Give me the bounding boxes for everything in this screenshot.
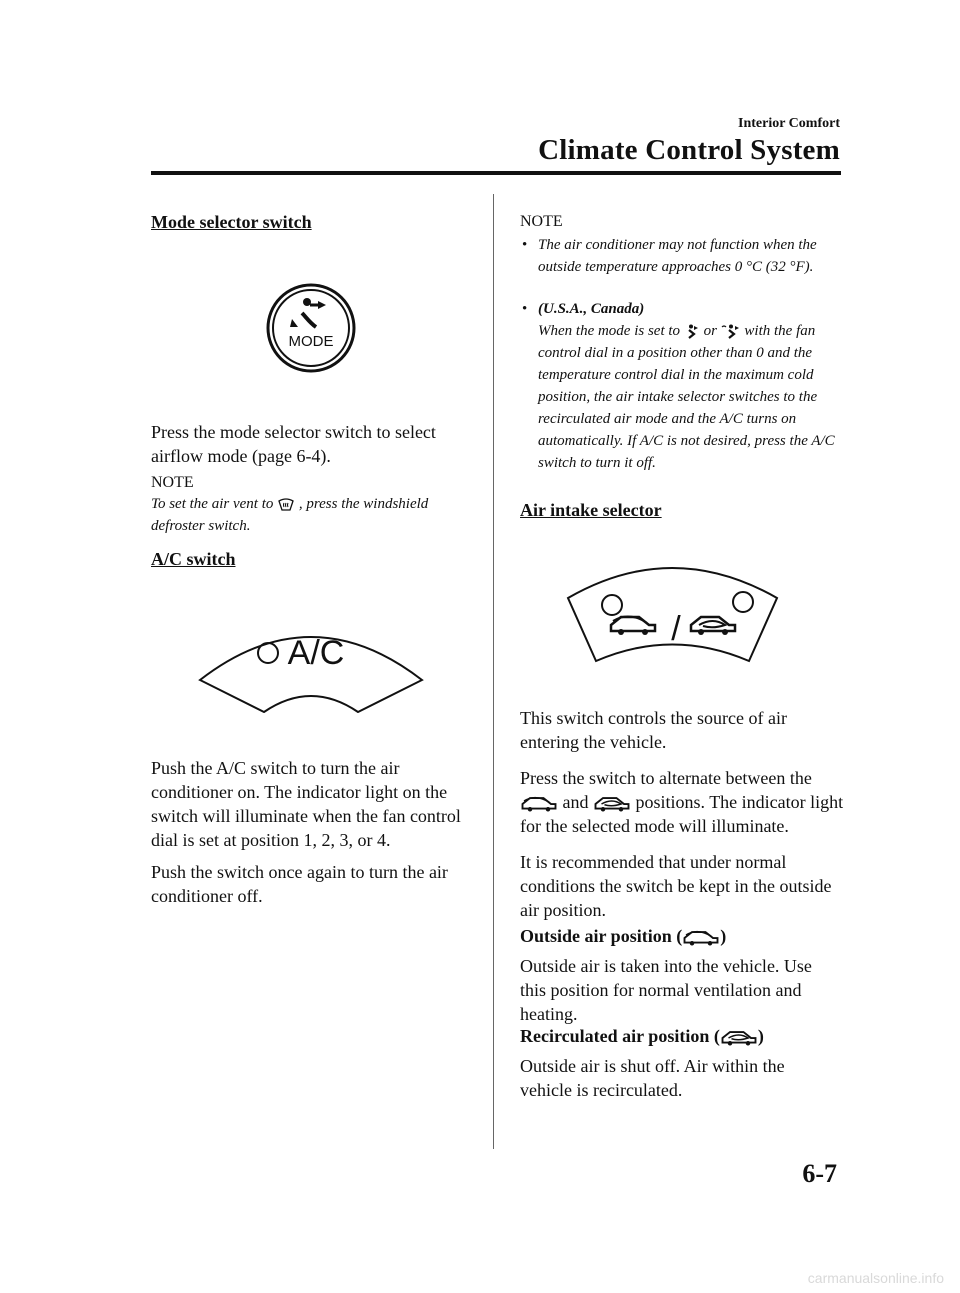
outside-air-body: Outside air is taken into the vehicle. Use this position for normal ventilation and heating. — [520, 956, 812, 1024]
floor-defrost-mode-icon — [721, 324, 741, 340]
recirc-label-after: ) — [757, 1026, 764, 1046]
intake-body-2-before: Press the switch to alternate between the — [520, 768, 812, 788]
air-intake-button-icon — [565, 558, 780, 663]
note-text-after: , press the windshield defroster switch. — [151, 496, 429, 534]
floor-vent-mode-icon — [684, 324, 700, 340]
recirculated-air-car-icon — [691, 617, 735, 635]
mode-button-label: MODE — [288, 333, 334, 350]
mode-selector-heading: Mode selector switch — [151, 212, 312, 232]
outside-air-label — [520, 924, 845, 948]
outside-label-before: Outside air position ( — [520, 926, 683, 946]
column-divider — [493, 194, 494, 1149]
recirculated-air-body: Outside air is shut off. Air within the vehicle is recirculated. — [520, 1056, 785, 1100]
outside-air-car-icon — [611, 616, 655, 635]
bullet-2-or: or — [703, 323, 717, 339]
section-label: Interior Comfort — [738, 116, 840, 131]
intake-body-1: This switch controls the source of air entering the vehicle. — [520, 708, 787, 752]
mode-note-text — [151, 493, 481, 537]
ac-body-2: Push the switch once again to turn the air conditioner off. — [151, 862, 448, 906]
outside-air-inline-icon — [520, 795, 558, 813]
bullet-2-region: (U.S.A., Canada) — [538, 301, 645, 317]
intake-body-2-after: positions. The indicator light for the selected mode will illuminate. — [520, 792, 844, 836]
ac-body-1: Push the A/C switch to turn the air conditioner on. The indicator light on the switch will illuminate when the fan control dial is set at position 1, 2, 3, or 4. — [151, 758, 461, 850]
ac-button-label: A/C — [287, 634, 345, 672]
mode-note-label: NOTE — [151, 474, 194, 491]
outside-label-after: ) — [720, 926, 727, 946]
intake-separator: / — [671, 610, 681, 648]
bullet-dot: • — [522, 237, 528, 253]
mode-button-icon — [266, 283, 356, 373]
note-bullet-2 — [520, 298, 845, 474]
note-text-before: To set the air vent to — [151, 496, 274, 512]
bullet-2-before: When the mode is set to — [538, 323, 681, 339]
ac-switch-heading: A/C switch — [151, 549, 236, 569]
air-intake-heading: Air intake selector — [520, 500, 662, 520]
header-rule — [151, 171, 841, 175]
bullet-dot: • — [522, 301, 528, 317]
note-bullet-1 — [520, 234, 845, 278]
page-title: Climate Control System — [538, 134, 840, 166]
windshield-defroster-icon — [277, 498, 295, 512]
recirculated-air-label — [520, 1024, 845, 1048]
recirc-label-before: Recirculated air position ( — [520, 1026, 720, 1046]
recirculated-air-label-icon — [720, 1029, 758, 1047]
outside-air-label-icon — [682, 929, 720, 947]
intake-body-2 — [520, 766, 845, 838]
right-note-label: NOTE — [520, 213, 563, 230]
recirculated-air-inline-icon — [593, 795, 631, 813]
footer-watermark: carmanualsonline.info — [807, 1270, 944, 1286]
intake-body-2-and: and — [562, 792, 589, 812]
bullet-2-after: with the fan control dial in a position other than 0 and the temperature control dial in the maximum cold position, the air intake selector switches to the recirculated air mode and the A/C turns on automatically. If A/C is not desired, press the A/C switch to turn it off. — [538, 323, 835, 471]
mode-selector-text: Press the mode selector switch to select airflow mode (page 6-4). — [151, 422, 436, 466]
bullet-1-text: The air conditioner may not function when the outside temperature approaches 0 °C (32 °F). — [538, 237, 817, 275]
intake-body-3: It is recommended that under normal conditions the switch be kept in the outside air position. — [520, 852, 832, 920]
page-number: 6-7 — [802, 1159, 837, 1188]
ac-button-icon — [196, 608, 426, 713]
